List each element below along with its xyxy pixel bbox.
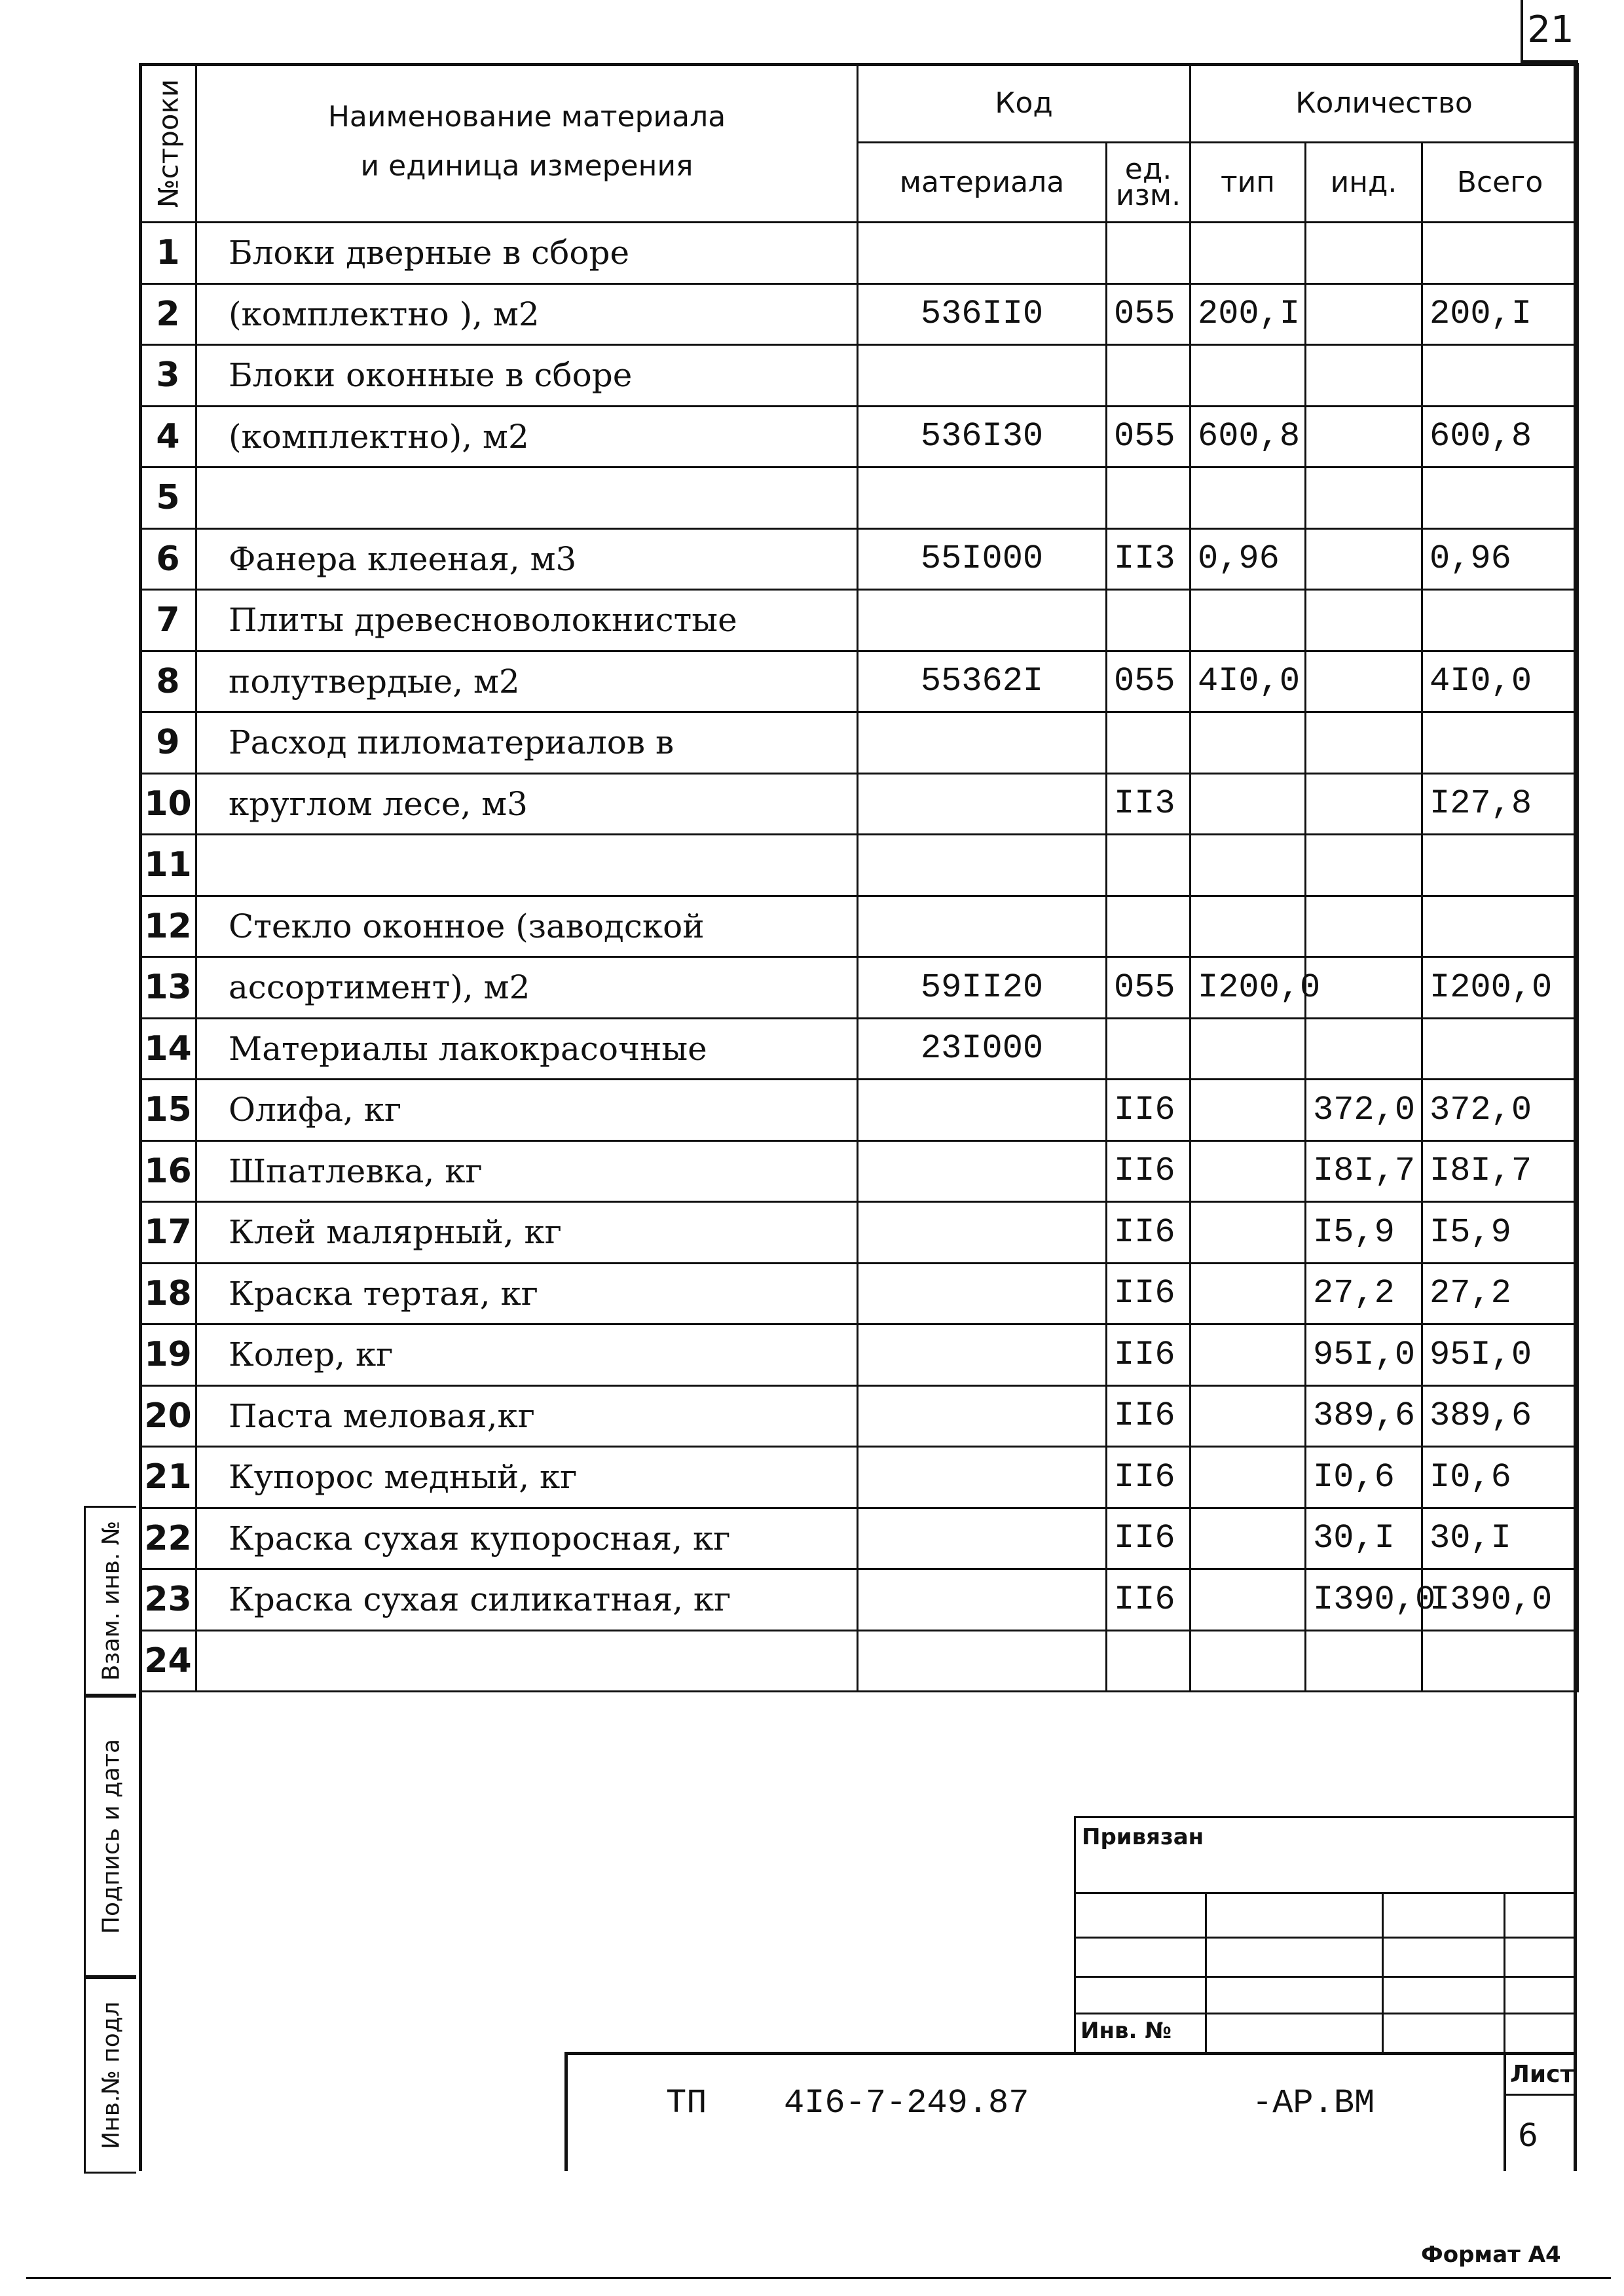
unit-code-cell: II6 xyxy=(1107,1140,1190,1202)
row-number-cell: 24 xyxy=(140,1630,196,1692)
table-row xyxy=(140,1385,1578,1447)
material-name-cell: Расход пиломатериалов в xyxy=(196,712,858,774)
material-code-cell xyxy=(858,1263,1107,1324)
unit-code-cell xyxy=(1107,223,1190,284)
qty-typ-cell xyxy=(1190,1202,1306,1264)
table-row xyxy=(140,1324,1578,1386)
material-code-cell xyxy=(858,712,1107,774)
qty-total-cell: 27,2 xyxy=(1422,1263,1578,1324)
material-name-cell: полутвердые, м2 xyxy=(196,651,858,712)
inv-number-label: Инв. № xyxy=(1080,2018,1172,2044)
qty-typ-cell xyxy=(1190,467,1306,529)
bottom-rule xyxy=(26,2277,1611,2279)
row-number-cell: 9 xyxy=(140,712,196,774)
unit-code-cell: II6 xyxy=(1107,1508,1190,1569)
qty-typ-cell xyxy=(1190,223,1306,284)
page-number: 21 xyxy=(1521,0,1578,63)
material-code-cell xyxy=(858,345,1107,407)
table-row xyxy=(140,896,1578,957)
sheet-number: 6 xyxy=(1518,2117,1538,2154)
qty-typ-cell xyxy=(1190,590,1306,651)
materials-table xyxy=(139,63,1579,1692)
material-code-cell xyxy=(858,590,1107,651)
material-code-cell xyxy=(858,773,1107,835)
row-number-cell: 3 xyxy=(140,345,196,407)
material-code-cell xyxy=(858,1140,1107,1202)
row-number-cell: 14 xyxy=(140,1018,196,1080)
material-code-cell xyxy=(858,1202,1107,1264)
material-code-cell xyxy=(858,1508,1107,1569)
qty-typ-cell xyxy=(1190,1630,1306,1692)
unit-code-cell: II3 xyxy=(1107,773,1190,835)
material-name-cell: Стекло оконное (заводской xyxy=(196,896,858,957)
table-row xyxy=(140,1140,1578,1202)
material-name-cell: Блоки дверные в сборе xyxy=(196,223,858,284)
unit-code-cell: II6 xyxy=(1107,1080,1190,1141)
material-name-cell: круглом лесе, м3 xyxy=(196,773,858,835)
unit-code-cell: II6 xyxy=(1107,1569,1190,1631)
qty-total-cell: I5,9 xyxy=(1422,1202,1578,1264)
qty-ind-cell xyxy=(1306,223,1422,284)
qty-total-cell xyxy=(1422,1018,1578,1080)
format-label: Формат А4 xyxy=(1421,2242,1561,2268)
qty-typ-cell: 4I0,0 xyxy=(1190,651,1306,712)
row-number-cell: 2 xyxy=(140,283,196,345)
unit-code-cell: II6 xyxy=(1107,1202,1190,1264)
qty-typ-cell xyxy=(1190,1324,1306,1386)
qty-ind-cell xyxy=(1306,345,1422,407)
qty-total-cell: I27,8 xyxy=(1422,773,1578,835)
qty-typ-cell xyxy=(1190,712,1306,774)
qty-typ-cell xyxy=(1190,1080,1306,1141)
qty-ind-cell xyxy=(1306,773,1422,835)
material-name-cell: Краска сухая купоросная, кг xyxy=(196,1508,858,1569)
qty-ind-cell: I0,6 xyxy=(1306,1447,1422,1508)
material-code-cell: 55362I xyxy=(858,651,1107,712)
qty-total-cell xyxy=(1422,1630,1578,1692)
table-row xyxy=(140,773,1578,835)
row-number-cell: 15 xyxy=(140,1080,196,1141)
orig-inv-field: Инв.№ подл xyxy=(84,1977,136,2174)
table-row xyxy=(140,345,1578,407)
material-code-cell: 536II0 xyxy=(858,283,1107,345)
unit-code-cell xyxy=(1107,467,1190,529)
row-number-cell: 13 xyxy=(140,957,196,1019)
row-number-cell: 11 xyxy=(140,835,196,896)
table-row xyxy=(140,1018,1578,1080)
material-code-cell: 536I30 xyxy=(858,406,1107,467)
row-number-cell: 5 xyxy=(140,467,196,529)
material-code-cell: 23I000 xyxy=(858,1018,1107,1080)
qty-typ-cell xyxy=(1190,773,1306,835)
table-row xyxy=(140,1508,1578,1569)
material-code-cell xyxy=(858,896,1107,957)
qty-typ-cell: I200,0 xyxy=(1190,957,1306,1019)
qty-ind-cell xyxy=(1306,651,1422,712)
material-name-cell: (комплектно ), м2 xyxy=(196,283,858,345)
qty-typ-cell xyxy=(1190,1569,1306,1631)
qty-ind-cell xyxy=(1306,283,1422,345)
row-number-header: №строки xyxy=(140,64,196,223)
qty-ind-cell: I8I,7 xyxy=(1306,1140,1422,1202)
material-name-cell: Материалы лакокрасочные xyxy=(196,1018,858,1080)
material-code-cell xyxy=(858,223,1107,284)
qty-ind-cell: 30,I xyxy=(1306,1508,1422,1569)
material-name-cell: Краска сухая силикатная, кг xyxy=(196,1569,858,1631)
qty-ind-cell xyxy=(1306,528,1422,590)
sign-date-field: Подпись и дата xyxy=(84,1696,136,1977)
material-name-cell xyxy=(196,467,858,529)
unit-code-cell xyxy=(1107,1018,1190,1080)
unit-code-cell xyxy=(1107,835,1190,896)
unit-code-cell: II3 xyxy=(1107,528,1190,590)
qty-total-cell xyxy=(1422,345,1578,407)
code-group-header: Код xyxy=(858,64,1190,143)
material-name-cell: Плиты древесноволокнистые xyxy=(196,590,858,651)
table-row xyxy=(140,406,1578,467)
qty-typ-cell xyxy=(1190,1508,1306,1569)
qty-typ-cell xyxy=(1190,1447,1306,1508)
qty-total-cell: 30,I xyxy=(1422,1508,1578,1569)
material-code-cell xyxy=(858,835,1107,896)
table-row xyxy=(140,1202,1578,1264)
typ-header: тип xyxy=(1190,143,1306,223)
qty-typ-cell xyxy=(1190,835,1306,896)
qty-total-cell: 200,I xyxy=(1422,283,1578,345)
qty-total-cell: I200,0 xyxy=(1422,957,1578,1019)
material-code-header: материала xyxy=(858,143,1107,223)
qty-total-cell: 372,0 xyxy=(1422,1080,1578,1141)
row-number-cell: 1 xyxy=(140,223,196,284)
qty-typ-cell: 600,8 xyxy=(1190,406,1306,467)
material-name-cell: Шпатлевка, кг xyxy=(196,1140,858,1202)
table-row xyxy=(140,283,1578,345)
row-number-cell: 4 xyxy=(140,406,196,467)
qty-ind-cell: I390,0 xyxy=(1306,1569,1422,1631)
doc-suffix: -АР.ВМ xyxy=(1252,2084,1375,2123)
qty-total-cell: 389,6 xyxy=(1422,1385,1578,1447)
binding-label: Привязан xyxy=(1082,1824,1204,1850)
unit-code-cell xyxy=(1107,590,1190,651)
row-number-cell: 20 xyxy=(140,1385,196,1447)
material-name-cell: Клей малярный, кг xyxy=(196,1202,858,1264)
qty-total-cell xyxy=(1422,467,1578,529)
qty-typ-cell xyxy=(1190,1263,1306,1324)
unit-code-cell: 055 xyxy=(1107,957,1190,1019)
qty-typ-cell xyxy=(1190,1385,1306,1447)
unit-code-cell: II6 xyxy=(1107,1447,1190,1508)
table-row xyxy=(140,467,1578,529)
material-code-cell xyxy=(858,1080,1107,1141)
row-number-cell: 18 xyxy=(140,1263,196,1324)
qty-total-cell: 95I,0 xyxy=(1422,1324,1578,1386)
row-number-cell: 10 xyxy=(140,773,196,835)
material-name-cell xyxy=(196,835,858,896)
unit-code-cell: 055 xyxy=(1107,406,1190,467)
material-code-cell: 59II20 xyxy=(858,957,1107,1019)
unit-code-cell xyxy=(1107,345,1190,407)
qty-ind-cell: 372,0 xyxy=(1306,1080,1422,1141)
qty-typ-cell: 0,96 xyxy=(1190,528,1306,590)
material-code-cell xyxy=(858,1447,1107,1508)
table-row xyxy=(140,957,1578,1019)
material-code-cell xyxy=(858,1630,1107,1692)
qty-total-cell: 4I0,0 xyxy=(1422,651,1578,712)
row-number-cell: 6 xyxy=(140,528,196,590)
table-row xyxy=(140,223,1578,284)
unit-code-cell: II6 xyxy=(1107,1324,1190,1386)
table-row xyxy=(140,1630,1578,1692)
qty-ind-cell xyxy=(1306,406,1422,467)
total-header: Всего xyxy=(1422,143,1578,223)
row-number-cell: 16 xyxy=(140,1140,196,1202)
quantity-group-header: Количество xyxy=(1190,64,1578,143)
material-code-cell xyxy=(858,1385,1107,1447)
material-name-cell: Олифа, кг xyxy=(196,1080,858,1141)
sheet-box xyxy=(1504,2052,1577,2171)
qty-total-cell: 0,96 xyxy=(1422,528,1578,590)
qty-total-cell xyxy=(1422,712,1578,774)
table-row xyxy=(140,1447,1578,1508)
row-number-cell: 21 xyxy=(140,1447,196,1508)
qty-total-cell: I390,0 xyxy=(1422,1569,1578,1631)
unit-code-cell: 055 xyxy=(1107,651,1190,712)
material-code-cell xyxy=(858,467,1107,529)
binding-stamp xyxy=(1074,1816,1577,2052)
table-row xyxy=(140,1080,1578,1141)
table-row xyxy=(140,528,1578,590)
doc-number: 4I6-7-249.87 xyxy=(784,2084,1029,2123)
qty-total-cell: 600,8 xyxy=(1422,406,1578,467)
unit-code-cell: 055 xyxy=(1107,283,1190,345)
qty-typ-cell xyxy=(1190,896,1306,957)
unit-code-cell: II6 xyxy=(1107,1263,1190,1324)
material-name-cell: Колер, кг xyxy=(196,1324,858,1386)
ind-header: инд. xyxy=(1306,143,1422,223)
row-number-cell: 22 xyxy=(140,1508,196,1569)
material-name-cell xyxy=(196,1630,858,1692)
table-row xyxy=(140,712,1578,774)
qty-ind-cell xyxy=(1306,896,1422,957)
unit-code-cell xyxy=(1107,1630,1190,1692)
qty-ind-cell: 389,6 xyxy=(1306,1385,1422,1447)
name-header: Наименование материала и единица измерения xyxy=(196,64,858,223)
row-number-cell: 23 xyxy=(140,1569,196,1631)
material-name-cell: ассортимент), м2 xyxy=(196,957,858,1019)
qty-ind-cell xyxy=(1306,957,1422,1019)
qty-typ-cell xyxy=(1190,1018,1306,1080)
row-number-cell: 8 xyxy=(140,651,196,712)
qty-total-cell: I8I,7 xyxy=(1422,1140,1578,1202)
qty-total-cell xyxy=(1422,835,1578,896)
row-number-cell: 12 xyxy=(140,896,196,957)
material-name-cell: Блоки оконные в сборе xyxy=(196,345,858,407)
qty-ind-cell xyxy=(1306,1018,1422,1080)
material-code-cell xyxy=(858,1569,1107,1631)
qty-typ-cell: 200,I xyxy=(1190,283,1306,345)
doc-prefix: ТП xyxy=(666,2084,707,2123)
replace-inv-field: Взам. инв. № xyxy=(84,1506,136,1696)
material-name-cell: Купорос медный, кг xyxy=(196,1447,858,1508)
qty-ind-cell: I5,9 xyxy=(1306,1202,1422,1264)
material-name-cell: Краска тертая, кг xyxy=(196,1263,858,1324)
qty-ind-cell xyxy=(1306,467,1422,529)
qty-total-cell xyxy=(1422,223,1578,284)
table-row xyxy=(140,835,1578,896)
material-code-cell: 55I000 xyxy=(858,528,1107,590)
table-row xyxy=(140,590,1578,651)
qty-typ-cell xyxy=(1190,345,1306,407)
row-number-cell: 17 xyxy=(140,1202,196,1264)
material-name-cell: Паста меловая,кг xyxy=(196,1385,858,1447)
qty-ind-cell xyxy=(1306,712,1422,774)
material-name-cell: Фанера клееная, м3 xyxy=(196,528,858,590)
material-name-cell: (комплектно), м2 xyxy=(196,406,858,467)
unit-code-cell: II6 xyxy=(1107,1385,1190,1447)
table-row xyxy=(140,651,1578,712)
unit-header: ед. изм. xyxy=(1107,143,1190,223)
qty-ind-cell xyxy=(1306,590,1422,651)
qty-ind-cell xyxy=(1306,1630,1422,1692)
qty-total-cell xyxy=(1422,896,1578,957)
row-number-cell: 19 xyxy=(140,1324,196,1386)
sheet-label: Лист xyxy=(1510,2061,1574,2088)
unit-code-cell xyxy=(1107,712,1190,774)
qty-typ-cell xyxy=(1190,1140,1306,1202)
material-code-cell xyxy=(858,1324,1107,1386)
qty-ind-cell: 27,2 xyxy=(1306,1263,1422,1324)
table-row xyxy=(140,1263,1578,1324)
title-block xyxy=(564,2052,1577,2171)
qty-total-cell xyxy=(1422,590,1578,651)
row-number-cell: 7 xyxy=(140,590,196,651)
qty-total-cell: I0,6 xyxy=(1422,1447,1578,1508)
table-row xyxy=(140,1569,1578,1631)
qty-ind-cell: 95I,0 xyxy=(1306,1324,1422,1386)
qty-ind-cell xyxy=(1306,835,1422,896)
unit-code-cell xyxy=(1107,896,1190,957)
